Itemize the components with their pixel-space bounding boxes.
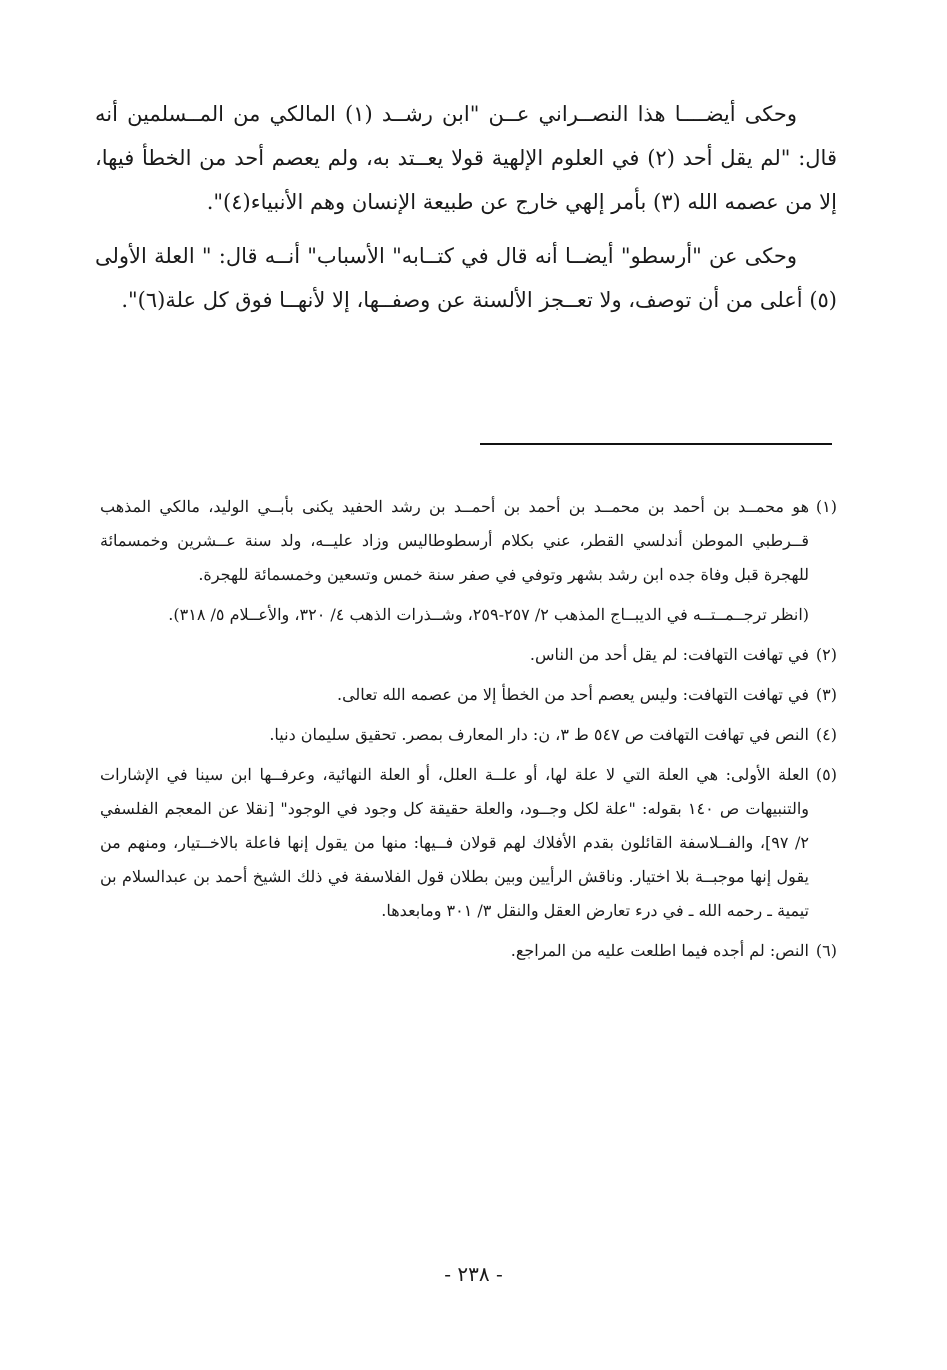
footnote-text: في تهافت التهافت: وليس يعصم أحد من الخطأ إلا من عصمه الله تعالى.	[337, 685, 809, 704]
footnote-number: (٦)	[815, 941, 837, 960]
footnote-text: (انظر ترجــمــتــه في الديبــاج المذهب ٢/ ٢٥٧-٢٥٩، وشــذرات الذهب ٤/ ٣٢٠، والأعــلام ٥/ ٣١٨).	[168, 605, 809, 624]
footnote-5	[100, 758, 837, 928]
footnote-1	[100, 490, 837, 592]
footnote-number: (٣)	[815, 685, 837, 704]
footnote-text: في تهافت التهافت: لم يقل أحد من الناس.	[529, 645, 809, 664]
page-number: - ٢٣٨ -	[444, 1262, 503, 1286]
footnotes	[100, 490, 837, 974]
footnote-1-reference	[100, 598, 837, 632]
footnote-number: (٢)	[815, 645, 837, 664]
footnote-text: العلة الأولى: هي العلة التي لا علة لها، أو علــة العلل، أو العلة النهائية، وعرفــها ابن سينا في الإشارات والتنبيهات ص ١٤٠ بقوله: "علة لكل وجــود، والعلة حقيقة كل وجود في الوجود" [نقلا عن المعجم الفلسفي ٢/ ٩٧]، والفــلاسفة القائلون بقدم الأفلاك لهم قولان فــيها: منها من يقول إنها فاعلة بالاخــتيار، ومنهم من يقول إنها موجبــة بلا اختيار. وناقش الرأيين وبين بطلان قول الفلاسفة في ذلك الشيخ أحمد بن عبدالسلام بن تيمية ـ رحمه الله ـ في درء تعارض العقل والنقل ٣/ ٣٠١ ومابعدها.	[100, 765, 810, 920]
footnote-6	[100, 934, 837, 968]
footnote-2	[100, 638, 837, 672]
footnote-number: (٤)	[815, 725, 837, 744]
body-paragraph: وحكى عن "أرسطو" أيضــا أنه قال في كتــابه" الأسباب" أنــه قال: " العلة الأولى (٥) أعلى من أن توصف، ولا تعــجز الألسنة عن وصفــها، إلا لأنهــا فوق كل علة(٦)".	[95, 244, 837, 312]
footnote-separator	[480, 443, 832, 445]
main-text	[95, 92, 837, 332]
footnote-text: النص: لم أجده فيما اطلعت عليه من المراجع.	[510, 941, 809, 960]
footnote-3	[100, 678, 837, 712]
footnote-text: النص في تهافت التهافت ص ٥٤٧ ط ٣، ن: دار المعارف بمصر. تحقيق سليمان دنيا.	[269, 725, 809, 744]
footnote-text: هو محمــد بن أحمد بن محمــد بن أحمد بن أحمــد بن رشد الحفيد يكنى بأبــي الوليد، مالكي المذهب قــرطبي الموطن أندلسي القطر، عني بكلام أرسطوطاليس وزاد عليــه، ولد سنة عــشرين وخمسمائة للهجرة قبل وفاة جده ابن رشد بشهر وتوفي في صفر سنة خمس وتسعين وخمسمائة للهجرة.	[100, 497, 810, 584]
footnote-number: (١)	[815, 497, 838, 516]
body-paragraph: وحكى أيضــــا هذا النصــراني عــن "ابن رشــد (١) المالكي من المــسلمين أنه قال: "لم يقل أحد (٢) في العلوم الإلهية قولا يعــتد به، ولم يعصم أحد من الخطأ فيها، إلا من عصمه الله (٣) بأمر إلهي خارج عن طبيعة الإنسان وهم الأنبياء(٤)".	[95, 102, 837, 214]
footnote-number: (٥)	[815, 765, 837, 784]
footnote-4	[100, 718, 837, 752]
